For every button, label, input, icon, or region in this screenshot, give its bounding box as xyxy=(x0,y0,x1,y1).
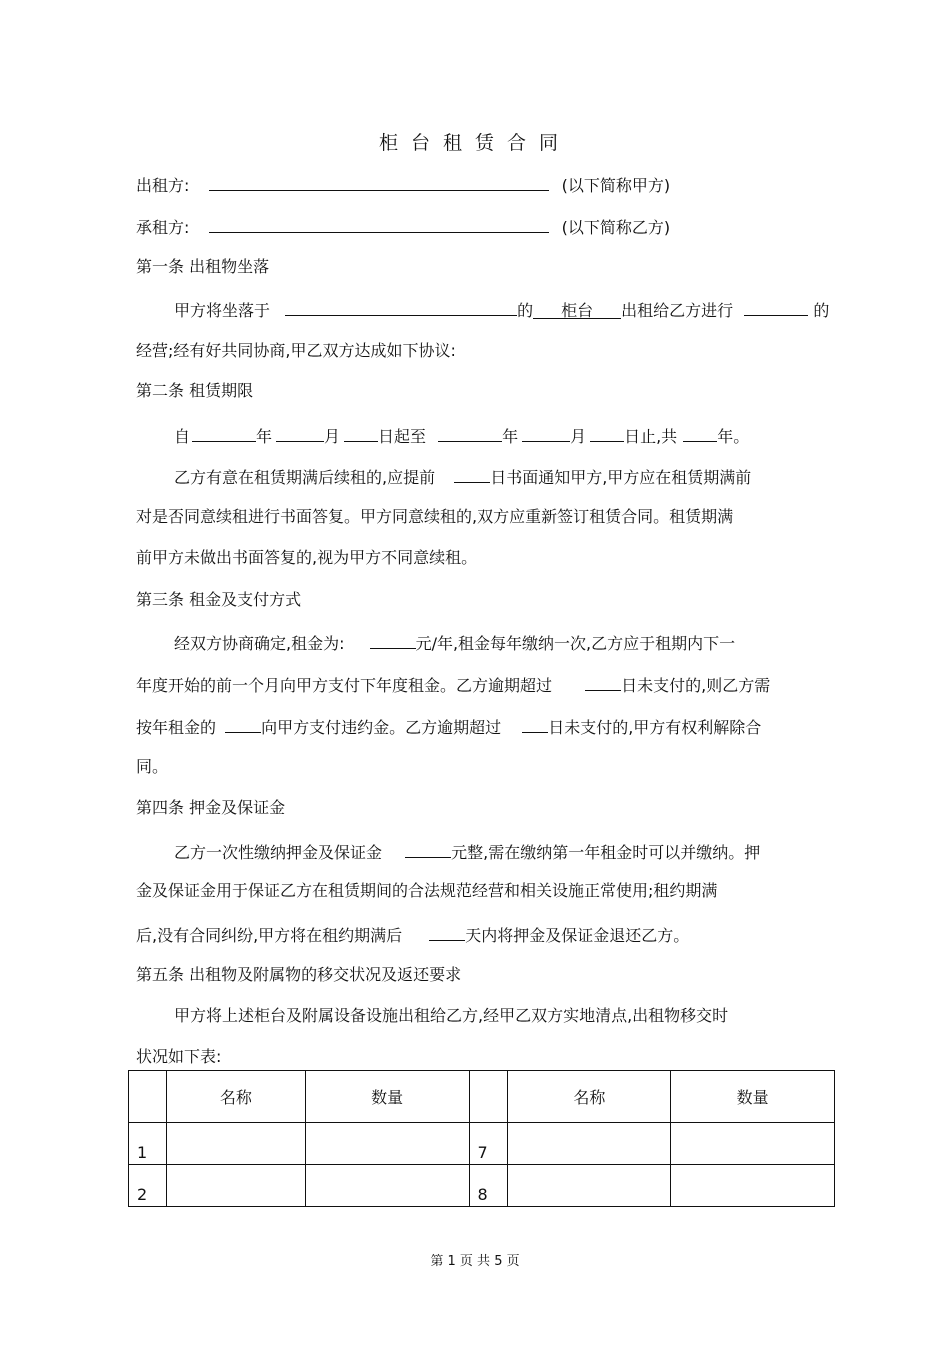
total-years-blank[interactable] xyxy=(683,423,717,442)
lessor-label: 出租方: xyxy=(136,176,190,195)
table-header-cell: 数量 xyxy=(671,1071,835,1123)
art2-renew-line1 xyxy=(174,464,751,489)
start-year-blank[interactable] xyxy=(192,423,256,442)
overdue-days-blank[interactable] xyxy=(585,672,621,691)
penalty-rate-blank[interactable] xyxy=(225,714,261,733)
notice-days-blank[interactable] xyxy=(454,464,490,483)
lessee-note: (以下简称乙方) xyxy=(561,218,671,237)
deposit-text-a: 乙方一次性缴纳押金及保证金 xyxy=(174,843,383,862)
table-cell[interactable] xyxy=(508,1123,671,1165)
art1-text-a: 甲方将坐落于 xyxy=(174,301,271,320)
table-row xyxy=(129,1123,835,1165)
page-title: 柜台租赁合同 xyxy=(378,132,571,154)
rent-text-g: 日未支付的,甲方有权利解除合 xyxy=(548,718,762,737)
rent-text-e: 按年租金的 xyxy=(136,718,217,737)
art3-line4: 同。 xyxy=(136,757,169,776)
art5-line2: 状况如下表: xyxy=(136,1047,222,1066)
table-cell[interactable] xyxy=(166,1123,305,1165)
art1-heading: 第一条 出租物坐落 xyxy=(136,257,270,276)
art3-line1 xyxy=(174,630,735,655)
start-month-blank[interactable] xyxy=(276,423,324,442)
art3-line2 xyxy=(136,672,770,697)
page-footer: 第 1 页 共 5 页 xyxy=(430,1254,520,1269)
lessor-note: (以下简称甲方) xyxy=(561,176,671,195)
art4-line3 xyxy=(136,922,689,947)
art5-heading: 第五条 出租物及附属物的移交状况及返还要求 xyxy=(136,965,462,984)
table-header-cell: 名称 xyxy=(508,1071,671,1123)
renew-text-a: 乙方有意在租赁期满后续租的,应提前 xyxy=(174,468,436,487)
art2-renew-line3: 前甲方未做出书面答复的,视为甲方不同意续租。 xyxy=(136,548,478,567)
location-blank[interactable] xyxy=(285,297,517,316)
item-field[interactable]: 柜台 xyxy=(533,300,621,319)
term-text-month: 月 xyxy=(324,427,341,446)
art4-line2: 金及保证金用于保证乙方在租赁期间的合法规范经营和相关设施正常使用;租约期满 xyxy=(136,881,718,900)
table-cell[interactable] xyxy=(671,1165,835,1207)
end-month-blank[interactable] xyxy=(522,423,570,442)
art4-line1 xyxy=(174,839,760,864)
table-cell[interactable] xyxy=(166,1165,305,1207)
table-cell-index: 1 xyxy=(129,1123,167,1165)
lessor-line xyxy=(136,172,670,197)
art2-renew-line2: 对是否同意续租进行书面答复。甲方同意续租的,双方应重新签订租赁合同。租赁期满 xyxy=(136,507,734,526)
deposit-amount-blank[interactable] xyxy=(405,839,451,858)
table-cell-index: 7 xyxy=(469,1123,508,1165)
term-text-month2: 月 xyxy=(570,427,587,446)
table-cell[interactable] xyxy=(305,1123,469,1165)
deposit-text-d: 天内将押金及保证金退还乙方。 xyxy=(465,926,690,945)
art1-para-line1 xyxy=(174,297,829,322)
art1-text-d: 的 xyxy=(813,301,830,320)
table-header-cell xyxy=(129,1071,167,1123)
rent-text-c: 年度开始的前一个月向甲方支付下年度租金。乙方逾期超过 xyxy=(136,676,553,695)
end-day-blank[interactable] xyxy=(590,423,624,442)
table-header-cell xyxy=(469,1071,508,1123)
art2-term-line xyxy=(174,423,749,448)
table-header-cell: 数量 xyxy=(305,1071,469,1123)
table-header-cell: 名称 xyxy=(166,1071,305,1123)
termination-days-blank[interactable] xyxy=(522,714,548,733)
art2-heading: 第二条 租赁期限 xyxy=(136,381,254,400)
lessee-name-blank[interactable] xyxy=(209,214,549,233)
table-header-row xyxy=(129,1071,835,1123)
end-year-blank[interactable] xyxy=(438,423,502,442)
deposit-text-b: 元整,需在缴纳第一年租金时可以并缴纳。押 xyxy=(451,843,761,862)
art1-para-line2: 经营;经有好共同协商,甲乙双方达成如下协议: xyxy=(136,341,456,360)
term-text-year: 年 xyxy=(256,427,273,446)
table-cell-index: 8 xyxy=(469,1165,508,1207)
lessor-name-blank[interactable] xyxy=(209,172,549,191)
rent-text-f: 向甲方支付违约金。乙方逾期超过 xyxy=(261,718,502,737)
lessee-line xyxy=(136,214,670,239)
rent-text-d: 日未支付的,则乙方需 xyxy=(621,676,771,695)
art1-text-c: 出租给乙方进行 xyxy=(621,301,734,320)
art5-line1: 甲方将上述柜台及附属设备设施出租给乙方,经甲乙双方实地清点,出租物移交时 xyxy=(174,1006,729,1025)
start-day-blank[interactable] xyxy=(344,423,378,442)
term-text-to: 日起至 xyxy=(378,427,427,446)
renew-text-b: 日书面通知甲方,甲方应在租赁期满前 xyxy=(490,468,752,487)
term-text-from: 自 xyxy=(174,427,191,446)
table-cell-index: 2 xyxy=(129,1165,167,1207)
refund-days-blank[interactable] xyxy=(429,922,465,941)
art1-text-b: 的 xyxy=(517,301,534,320)
lessee-label: 承租方: xyxy=(136,218,190,237)
art3-line3 xyxy=(136,714,761,739)
term-text-year2: 年 xyxy=(502,427,519,446)
rent-text-b: 元/年,租金每年缴纳一次,乙方应于租期内下一 xyxy=(415,634,736,653)
business-type-blank[interactable] xyxy=(744,297,808,316)
rent-amount-blank[interactable] xyxy=(370,630,416,649)
term-text-years: 年。 xyxy=(717,427,750,446)
table-cell[interactable] xyxy=(671,1123,835,1165)
handover-table xyxy=(128,1070,835,1207)
table-cell[interactable] xyxy=(305,1165,469,1207)
rent-text-a: 经双方协商确定,租金为: xyxy=(174,634,345,653)
art4-heading: 第四条 押金及保证金 xyxy=(136,798,286,817)
table-row xyxy=(129,1165,835,1207)
art3-heading: 第三条 租金及支付方式 xyxy=(136,590,302,609)
table-cell[interactable] xyxy=(508,1165,671,1207)
deposit-text-c: 后,没有合同纠纷,甲方将在租约期满后 xyxy=(136,926,403,945)
term-text-total: 日止,共 xyxy=(624,427,678,446)
